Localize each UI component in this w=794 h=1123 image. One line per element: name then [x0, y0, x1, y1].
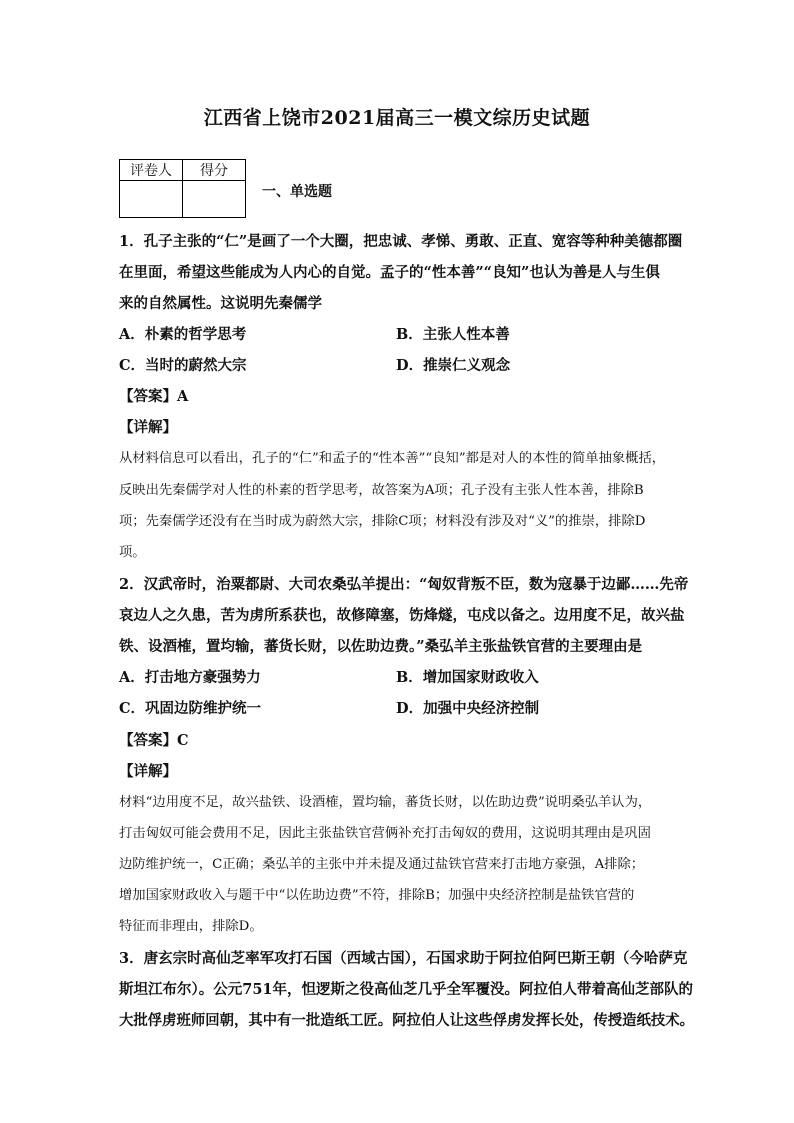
- section-heading: 一、单选题: [262, 184, 332, 200]
- q3-stem-line: 大批俘虏班师回朝，其中有一批造纸工匠。阿拉伯人让这些俘虏发挥长处，传授造纸技术。: [119, 1012, 695, 1029]
- q1-answer: 【答案】A: [119, 388, 189, 405]
- q1-option-c: C．当时的蔚然大宗: [119, 357, 247, 374]
- page-title: 江西省上饶市2021届高三一模文综历史试题: [203, 107, 591, 129]
- q1-stem-line: 在里面，希望这些能成为人内心的自觉。孟子的“性本善”“良知”也认为善是人与生俱: [119, 264, 660, 281]
- q1-explanation-line: 从材料信息可以看出，孔子的“仁”和孟子的“性本善”“良知”都是对人的本性的简单抽象概括，: [119, 451, 666, 466]
- score-cell: [183, 181, 246, 218]
- q2-stem-line: 哀边人之久患，苦为虏所系获也，故修障塞，饬烽燧，屯戍以备之。边用度不足，故兴盐: [119, 607, 685, 624]
- q2-option-c: C．巩固边防维护统一: [119, 700, 262, 717]
- q2-option-b: B．增加国家财政收入: [396, 669, 539, 686]
- reviewer-cell: [120, 181, 183, 218]
- q2-explanation-line: 边防维护统一，C正确；桑弘羊的主张中并未提及通过盐铁官营来打击地方豪强，A排除；: [119, 857, 645, 872]
- q2-answer: 【答案】C: [119, 732, 189, 749]
- score-table: [119, 159, 246, 218]
- q2-option-a: A．打击地方豪强势力: [119, 669, 261, 686]
- q3-stem-line: 3．唐玄宗时高仙芝率军攻打石国（西域古国），石国求助于阿拉伯阿巴斯王朝（今哈萨克: [119, 950, 688, 967]
- q2-explanation-line: 特征而非理由，排除D。: [119, 919, 263, 934]
- q1-stem-line: 1．孔子主张的“仁”是画了一个大圈，把忠诚、孝悌、勇敢、正直、宽容等种种美德都圈: [119, 233, 683, 250]
- q2-explanation-line: 打击匈奴可能会费用不足，因此主张盐铁官营俩补充打击匈奴的费用，这说明其理由是巩固: [119, 826, 651, 841]
- q2-stem-line: 2．汉武帝时，治粟都尉、大司农桑弘羊提出：“匈奴背叛不臣，数为寇暴于边鄙……先帝: [119, 576, 689, 593]
- q1-detail-label: 【详解】: [119, 419, 177, 436]
- q1-stem-line: 来的自然属性。这说明先秦儒学: [119, 295, 322, 312]
- q2-stem-line: 铁、设酒榷，置均输，蕃货长财，以佐助边费。”桑弘羊主张盐铁官营的主要理由是: [119, 638, 643, 655]
- reviewer-label: 评卷人: [120, 160, 183, 181]
- q2-detail-label: 【详解】: [119, 763, 177, 780]
- q1-option-d: D．推崇仁义观念: [396, 357, 511, 374]
- q3-stem-line: 斯坦江布尔）。公元751年，怛逻斯之役高仙芝几乎全军覆没。阿拉伯人带着高仙芝部队的: [119, 981, 694, 998]
- score-label: 得分: [183, 160, 246, 181]
- q1-option-b: B．主张人性本善: [396, 326, 510, 343]
- q2-explanation-line: 增加国家财政收入与题干中“以佐助边费”不符，排除B；加强中央经济控制是盐铁官营的: [119, 888, 635, 903]
- q2-option-d: D．加强中央经济控制: [396, 700, 540, 717]
- q1-option-a: A．朴素的哲学思考: [119, 326, 247, 343]
- q1-explanation-line: 项；先秦儒学还没有在当时成为蔚然大宗，排除C项；材料没有涉及对“义”的推崇，排除D: [119, 514, 646, 529]
- q2-explanation-line: 材料“边用度不足，故兴盐铁、设酒榷，置均输，蕃货长财，以佐助边费”说明桑弘羊认为，: [119, 795, 652, 810]
- q1-explanation-line: 项。: [119, 545, 146, 560]
- q1-explanation-line: 反映出先秦儒学对人性的朴素的哲学思考，故答案为A项；孔子没有主张人性本善，排除B: [119, 483, 644, 498]
